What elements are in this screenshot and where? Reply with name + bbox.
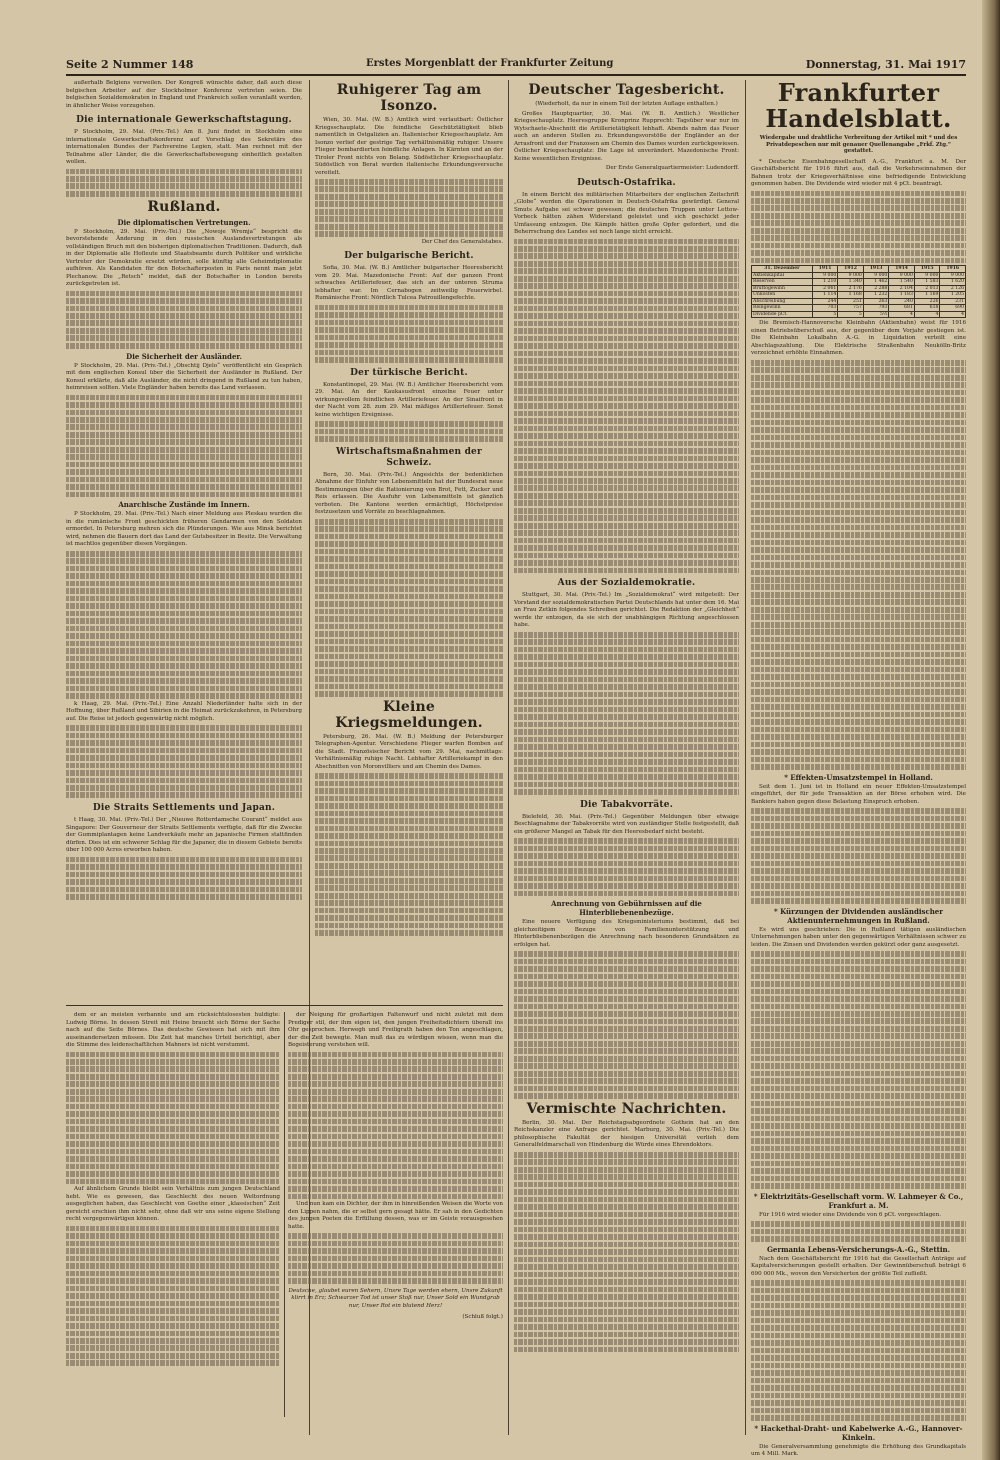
paragraph: In einem Bericht des militärischen Mitarbeiters der englischen Zeitschrift „Globe“ werden die Operationen in Deutsch-Ostafrika gewürdigt. General Smuts Aufgabe sei schwer gewesen; die deutschen Truppen unter Lettow-Vorbeck hätten zähen Widerstand geleistet und sich geschickt jeder Umfassung entzogen. Die Kämpfe hätten große Opfer gefordert, und die Beherrschung des Landes sei noch lange nicht erreicht. <box>514 191 739 235</box>
table-cell: 263 <box>863 298 889 305</box>
table-cell: 9 000 <box>889 272 915 279</box>
section-title: Aus der Sozialdemokratie. <box>557 578 696 589</box>
paragraph: Petersburg, 26. Mai. (W. B.) Meldung der Petersburger Telegraphen-Agentur. Verschiedene Flieger warfen Bomben auf die Stadt. Französischer Bericht vom 29. Mai, nachmittags: Verhältnismäßig ruhige Nacht. Lebhafter Artilleriekampf in den Abschnitten von Moronvilliers und am Chemin des Dames. <box>315 733 503 770</box>
page-header <box>66 54 966 76</box>
table-cell: 1 540 <box>889 279 915 286</box>
handelsblatt-subtitle: Wiedergabe und drahtliche Verbreitung der Artikel mit * und des Privatdepeschen nur mit genauer Quellenangabe „Frkf. Ztg.“ gestattet. <box>759 135 958 154</box>
table-header-cell: 1912 <box>838 266 864 273</box>
column-rule <box>284 1012 285 1417</box>
table-cell: 9 000 <box>914 272 940 279</box>
table-cell: 618 <box>914 305 940 312</box>
table-row <box>752 298 966 305</box>
section-title: Rußland. <box>147 198 221 215</box>
table-header-cell: 1914 <box>889 266 915 273</box>
column-rule <box>508 80 509 1435</box>
table-cell: 1 340 <box>838 279 864 286</box>
financial-table <box>751 265 966 318</box>
section-title: Vermischte Nachrichten. <box>526 1100 727 1117</box>
feuilleton-col-1 <box>66 1012 280 1422</box>
table-cell: 9 000 <box>863 272 889 279</box>
table-cell: 2 288 <box>863 285 889 292</box>
table-cell: 5½ <box>863 311 889 318</box>
paragraph: der Neigung für großartigen Faltenwurf und nicht zuletzt mit dem Prediger stil, der ihm eigen ist, den jungen Freiheitsdichtern überall ins Ohr gesprochen. Herwegh und Freiligrath haben den Ton angeschlagen, der die Zeit bewegte. Man muß das zu würdigen wissen, wenn man die Begeisterung verstehen will. <box>288 1012 503 1048</box>
feuilleton-col-2 <box>288 1012 503 1422</box>
table-cell: 1 462 <box>863 279 889 286</box>
section-title: * Effekten-Umsatzstempel in Holland. <box>784 772 933 782</box>
paragraph: Nach dem Geschäftsbericht für 1916 hat die Gesellschaft Anträge auf Kapitalversicherungen gestellt erhalten. Der Gewinnüberschuß beträgt 6 690 000 Mk., wovon den Versicherten der größte Teil zufließt. <box>751 1255 966 1277</box>
section-title: Deutsch-Ostafrika. <box>577 177 676 188</box>
poem: Deutsche, glaubet euren Sehern, Unsre Tage werden ehern, Unsre Zukunft klirrt in Erz; Schwarzer Tod ist unser Stoß nur, Unser Sold ein Wundgrab nur, Unser Rot ein blutend Herz! <box>288 1287 503 1309</box>
book-spine <box>982 0 1000 1460</box>
section-title: Kleine Kriegsmeldungen. <box>335 698 483 731</box>
table-header-cell: 31. Dezember <box>752 266 813 273</box>
table-cell: 2 126 <box>940 285 966 292</box>
table-cell: 5 <box>838 311 864 318</box>
table-cell: Dividende pCt. <box>752 311 813 318</box>
paragraph: P Stockholm, 29. Mai. (Priv.-Tel.) Am 8. Juni findet in Stockholm eine internationale Gewerkschaftskonferenz auf Vorschlag des Sekretärs des internationalen Bundes der Fachvereine Legien, statt. Man rechnet mit der Teilnahme aller Länder, die die Gewerkschaftsbewegung einheitlich gestalten wollen. <box>66 129 302 165</box>
table-cell: 4 <box>914 311 940 318</box>
section-title: * Hackethal-Draht- und Kabelwerke A.-G., Hannover-Kinkeln. <box>754 1423 963 1442</box>
signature: Der Erste Generalquartiermeister: Ludendorff. <box>605 165 739 171</box>
table-cell: 2 013 <box>914 285 940 292</box>
subsection-title: Die Sicherheit der Ausländer. <box>126 351 242 361</box>
note: (Wiederholt, da nur in einem Teil der letzten Auflage enthalten.) <box>535 101 718 107</box>
table-cell: 5 <box>812 311 838 318</box>
table-cell: Reingewinn <box>752 305 813 312</box>
subsection-title: Anarchische Zustände im Innern. <box>118 500 250 510</box>
paragraph: Seit dem 1. Juni ist in Holland ein neuer Effekten-Umsatzstempel eingeführt, der für jede Transaktion an der Börse erhoben wird. Die Bankiers haben gegen diese Belastung Einspruch erhoben. <box>751 783 966 805</box>
paragraph: Auf ähnlichem Grunde bleibt sein Verhältnis zum jungen Deutschland hebt. Wie es gewesen, das Geschlecht des neuen Weltordnung ausgeglichen haben, das Geschlecht von Goethe einer „klassischen“ Zeit gereicht erschien ihm nicht sehr, ohne daß wir uns seine eigene Stellung recht vergegenwärtigen können. <box>66 1186 280 1223</box>
table-header-cell: 1913 <box>863 266 889 273</box>
paragraph: P Stockholm, 29. Mai. (Priv.-Tel.) „Obschtij Djelo“ veröffentlicht ein Gespräch mit dem englischen Konsul über die Sicherheit der Ausländer in Rußland. Der Konsul erklärte, daß alle Ausländer, die nicht dringend in Rußland zu tun haben, heimreisen sollten. Viele Engländer haben bereits das Land verlassen. <box>66 362 302 392</box>
table-cell: Reserven <box>752 279 813 286</box>
section-title: Wirtschaftsmaßnahmen der Schweiz. <box>336 446 482 468</box>
table-cell: 244 <box>812 298 838 305</box>
table-cell: Abschreibung <box>752 298 813 305</box>
table-cell: 251 <box>838 298 864 305</box>
table-cell: Aktienkapital <box>752 272 813 279</box>
paragraph: Eine neuere Verfügung des Kriegsministeriums bestimmt, daß bei gleichzeitigem Bezuge von Familienunterstützung und Hinterbliebenenbezügen die Anrechnung nach besonderen Grundsätzen zu erfolgen hat. <box>514 919 739 948</box>
paragraph: t Haag, 30. Mai. (Priv.-Tel.) Der „Nieuwe Rotterdamsche Courant“ meldet aus Singapore: Der Gouverneur der Straits Settlements verfügte, daß für die Zwecke der Gummiplantagen keine Landverkäufe mehr an japanische Firmen stattfinden dürfen. Dies ist ein schwerer Schlag für die Japaner, die in diesem Gebiete bereits über 100 000 Acres erworben haben. <box>66 817 302 854</box>
table-row <box>752 272 966 279</box>
table-cell: Unkosten <box>752 292 813 299</box>
paragraph: P Stockholm, 29. Mai. (Priv.-Tel.) Nach einer Meldung aus Pleskau wurden die in die rumänische Front geschickten früheren Gendarmen von den Soldaten ermordet. In Petersburg mehren sich die Plünderungen. Wie aus Minsk berichtet wird, nehmen die Bauern dort das Land der Gutsbesitzer in Besitz. Die Verwaltung ist machtlos gegenüber diesen Vorgängen. <box>66 511 302 548</box>
table-cell: 1 168 <box>838 292 864 299</box>
subsection-title: Die diplomatischen Vertretungen. <box>117 217 251 227</box>
section-title: Die Straits Settlements und Japan. <box>92 803 276 814</box>
table-cell: 231 <box>940 298 966 305</box>
table-cell: 9 000 <box>812 272 838 279</box>
table-cell: 1 169 <box>914 292 940 299</box>
signature: (Schluß folgt.) <box>462 1314 503 1321</box>
table-row <box>752 311 966 318</box>
paragraph: Stuttgart, 30. Mai. (Priv.-Tel.) Im „Sozialdemokrat“ wird mitgeteilt: Der Vorstand der sozialdemokratischen Partei Deutschlands hat unter dem 16. Mai an Frau Zetkin folgendes Schreiben gerichtet. Die Redaktion der „Gleichheit“ werde ihr entzogen, da sie sich der unabhängigen Richtung angeschlossen habe. <box>514 592 739 629</box>
table-cell: 690 <box>940 305 966 312</box>
table-header-cell: 1916 <box>940 266 966 273</box>
signature: Der Chef des Generalstabes. <box>421 238 503 245</box>
table-cell: 2 061 <box>812 285 838 292</box>
date-line: Donnerstag, 31. Mai 1917 <box>805 58 966 71</box>
table-cell: Bruttogewinn <box>752 285 813 292</box>
paragraph: dem er an meisten verbannte und am rücksichtslosesten huldigte: Ludwig Börne. In dessen Streit mit Heine braucht sich Börne der Sache nach auf die Seite Börnes. Das deutsche Gewissen hat sich mit ihm auseinandersetzen müssen. Die Zeit hat manches Urteil berichtigt, aber die Stimme des leidenschaftlichen Mahners ist nicht verstummt. <box>66 1012 280 1048</box>
paragraph: Für 1916 wird wieder eine Dividende von 6 pCt. vorgeschlagen. <box>759 1211 941 1218</box>
table-header-cell: 1911 <box>812 266 838 273</box>
table-cell: 4 <box>940 311 966 318</box>
column-2 <box>315 80 503 1000</box>
paragraph: Großes Hauptquartier, 30. Mai. (W. B. Amtlich.) Westlicher Kriegsschauplatz. Heeresgruppe Kronprinz Rupprecht: Tagsüber war nur im Wytschaete-Abschnitt die Artillerietätigkeit lebhaft. Abends nahm das Feuer auch an anderen Stellen zu. Erkundungsvorstöße der Engländer an der Arrasfront und der Franzosen am Chemin des Dames wurden zurückgewiesen. Östlicher Kriegsschauplatz: Die Lage ist unverändert. Mazedonische Front: Keine wesentlichen Ereignisse. <box>514 110 739 162</box>
table-cell: 1 205 <box>940 292 966 299</box>
column-1 <box>66 80 302 1000</box>
paragraph: Sofia, 30. Mai. (W. B.) Amtlicher bulgarischer Heeresbericht vom 29. Mai. Mazedonische Front: Auf der ganzen Front schwaches Artilleriefeuer, das sich an der unteren Struma lebhafter war. Im Cernabogen zeitweilig Feuerwirbel. Rumänische Front: Nördlich Tulcea Patrouillengefechte. <box>315 265 503 302</box>
table-cell: 757 <box>838 305 864 312</box>
table-cell: 240 <box>889 298 915 305</box>
paragraph: Berlin, 30. Mai. Der Reichstagsabgeordnete Gothein hat an den Reichskanzler eine Anfrage gerichtet. Marburg, 30. Mai. (Priv.-Tel.) Die philosophische Fakultät der hiesigen Universität verlieh dem Generalfeldmarschall von Hindenburg die Würde eines Ehrendoktors. <box>514 1119 739 1149</box>
table-cell: 1 114 <box>812 292 838 299</box>
page-number: Seite 2 Nummer 148 <box>66 58 194 71</box>
table-row <box>752 285 966 292</box>
table-cell: 681 <box>889 305 915 312</box>
table-cell: 226 <box>914 298 940 305</box>
table-header-cell: 1915 <box>914 266 940 273</box>
section-title: * Kürzungen der Dividenden ausländischer Aktienunternehmungen in Rußland. <box>774 906 943 925</box>
table-cell: 2 104 <box>889 285 915 292</box>
table-cell: 793 <box>863 305 889 312</box>
section-title: Germania Lebens-Versicherungs-A.-G., Stettin. <box>766 1244 951 1254</box>
paragraph: k Haag, 29. Mai. (Priv.-Tel.) Eine Anzahl Niederländer halte sich in der Hoffnung, über Rußland und Sibirien in die Heimat zurückzukehren, in Petersburg auf. Die Reise ist jedoch gegenwärtig nicht möglich. <box>66 700 302 722</box>
paragraph: Bielefeld, 30. Mai. (Priv.-Tel.) Gegenüber Meldungen über etwaige Beschlagnahme der Tabakvorräte wird von zuständiger Stelle festgestellt, daß ein größerer Mangel an Tabak für den Heeresbedarf nicht besteht. <box>514 813 739 835</box>
column-4-handelsblatt <box>751 78 966 1458</box>
table-cell: 9 000 <box>838 272 864 279</box>
table-cell: 9 000 <box>940 272 966 279</box>
table-cell: 1 583 <box>914 279 940 286</box>
section-title: Der bulgarische Bericht. <box>344 251 474 262</box>
paragraph: Wien, 30. Mai. (W. B.) Amtlich wird verlautbart: Östlicher Kriegsschauplatz. Die feindliche Geschütztätigkeit blieb namentlich in Ostgalizien an. Italienischer Kriegsschauplatz. Am Isonzo verlief der gestrige Tag verhältnismäßig ruhiger. Unsere Flieger bombardierten feindliche Anlagen. In Kärnten und an der Tiroler Front nichts von Belang. Südöstlicher Kriegsschauplatz. Südöstlich von Berat wurden italienische Erkundungsversuche vereitelt. <box>315 117 503 176</box>
table-cell: 1 210 <box>812 279 838 286</box>
section-title: Deutscher Tagesbericht. <box>528 82 725 98</box>
table-cell: 4 <box>889 311 915 318</box>
paragraph: Und nun kam ein Dichter, der ihm in hinreißenden Weisen die Worte von den Lippen nahm, die er selbst gern gesagt hätte. Er sah in den Gedichten des jungen Poeten die Erfüllung dessen, was er im Geiste vorausgesehen hatte. <box>288 1201 503 1230</box>
section-title: Ruhigerer Tag am Isonzo. <box>336 82 482 114</box>
paragraph: Die Generalversammlung genehmigte die Erhöhung des Grundkapitals um 4 Mill. Mark. <box>751 1443 966 1458</box>
paragraph: Bern, 30. Mai. (Priv.-Tel.) Angesichts der bedenklichen Abnahme der Einfuhr von Lebensmitteln hat der Bundesrat neue Bestimmungen über die Rationierung von Brot, Fett, Zucker und Reis erlassen. Die Ausfuhr von Lebensmitteln ist gänzlich verboten. Die Kantone werden ermächtigt, Höchstpreise festzusetzen und Vorräte zu beschlagnahmen. <box>315 471 503 516</box>
header-rule <box>66 74 966 76</box>
section-title: * Elektrizitäts-Gesellschaft vorm. W. Lahmeyer & Co., Frankfurt a. M. <box>753 1191 964 1210</box>
table-cell: 1 620 <box>940 279 966 286</box>
feuilleton-rule <box>66 1005 503 1006</box>
column-3 <box>514 80 739 1425</box>
paragraph: außerhalb Belgiens verweilen. Der Kongreß wünschte daher, daß auch diese belgischen Arbeiter auf der Stockholmer Konferenz vertreten seien. Die belgischen Sozialdemokraten in England und Frankreich sollen veranlaßt werden, in ähnlicher Weise vorzugehen. <box>66 80 302 109</box>
table-cell: 1 232 <box>863 292 889 299</box>
table-cell: 1 183 <box>889 292 915 299</box>
paragraph: Die Bremisch-Hannoversche Kleinbahn (Aktienbahn) weist für 1916 einen Betriebsüberschuß aus, der gegenüber dem Vorjahr gestiegen ist. Die Kleinbahn Lokalbahn A.-G. in Liquidation verteilt eine Abschlagszahlung. Die Elektrische Straßenbahn Neukölln-Britz verzeichnet erhöhte Einnahmen. <box>751 320 966 357</box>
paragraph: Konstantinopel, 29. Mai. (W. B.) Amtlicher Heeresbericht vom 29. Mai. An der Kaukasusfront einzelne Feuer unter wirkungsvollem feindlichen Artilleriefeuer. An der Sinaifront in der Nacht vom 28. zum 29. Mai mäßiges Artilleriefeuer. Sonst keine wichtigen Ereignisse. <box>315 381 503 418</box>
section-title: Der türkische Bericht. <box>350 367 468 378</box>
section-title: Anrechnung von Gebührnissen auf die Hinterbliebenenbezüge. <box>551 899 702 918</box>
section-title: Die internationale Gewerkschaftstagung. <box>76 115 292 125</box>
handelsblatt-title: Frankfurter Handelsblatt. <box>765 78 952 133</box>
paragraph: Es wird uns geschrieben: Die in Rußland tätigen ausländischen Unternehmungen haben unter den gegenwärtigen Verhältnissen schwer zu leiden. Die Zinsen und Dividenden werden gekürzt oder ganz ausgesetzt. <box>751 926 966 948</box>
section-title: Die Tabakvorräte. <box>579 799 674 810</box>
column-rule <box>745 80 746 1435</box>
paragraph: P Stockholm, 29. Mai. (Priv.-Tel.) Die „Nowoje Wremja“ bespricht die bevorstehende Änderung in den russischen Auslandsvertretungen als vollständigen Bruch mit den bisherigen diplomatischen Traditionen. Dadurch, daß in der Diplomatie alle Hofleute und Staatsbeamte durch Politiker und wirkliche Vertreter der Demokratie ersetzt würden, solle künftig alle Geheimdiplomatie aufhören. Als Kandidaten für den Botschafterposten in Paris nennt man jetzt Plechanow. Die „Retsch“ meldet, daß der Botschafter in London bereits zurückgetreten ist. <box>66 228 302 288</box>
masthead: Erstes Morgenblatt der Frankfurter Zeitung <box>366 58 614 69</box>
paragraph: * Deutsche Eisenbahngesellschaft A.-G., Frankfurt a. M. Der Geschäftsbericht für 1916 führt aus, daß die Verkehrseinnahmen der Bahnen trotz der Kriegsverhältnisse eine befriedigende Entwicklung genommen haben. Die Dividende wird wieder mit 4 pCt. beantragt. <box>751 158 966 187</box>
table-cell: 2 176 <box>838 285 864 292</box>
table-cell: 703 <box>812 305 838 312</box>
